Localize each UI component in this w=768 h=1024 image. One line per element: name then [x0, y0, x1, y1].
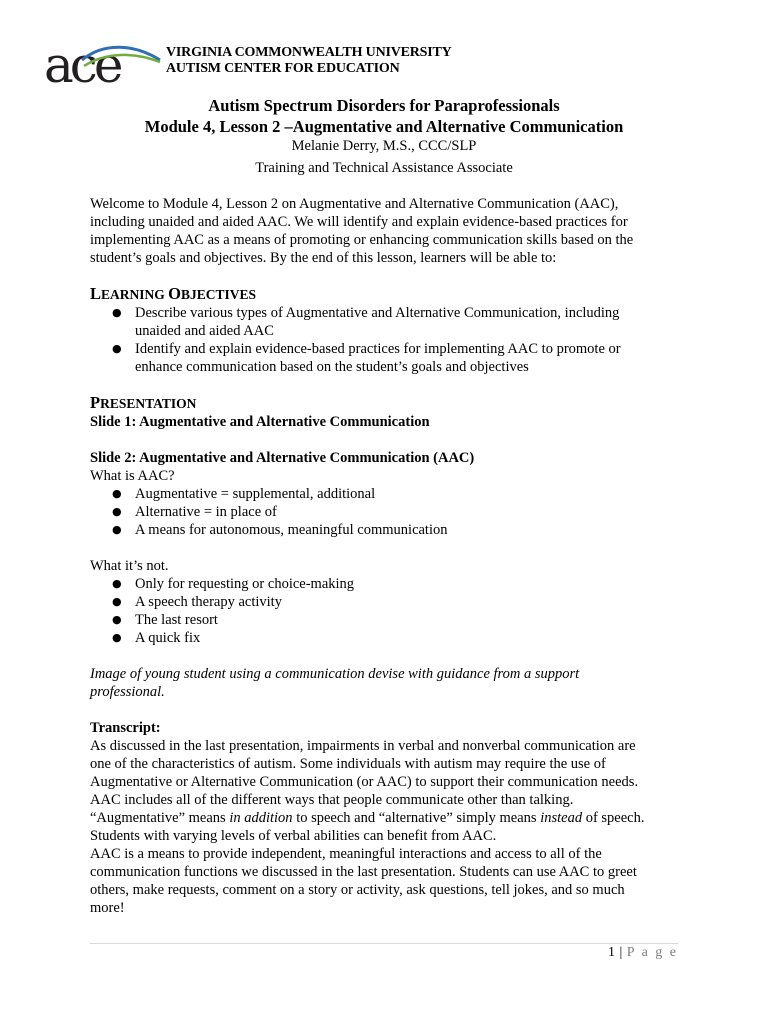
- list-item: ● A quick fix: [90, 629, 680, 647]
- list-item: ● Alternative = in place of: [90, 503, 680, 521]
- list-item: ● A means for autonomous, meaningful communication: [90, 521, 680, 539]
- intro-line: student’s goals and objectives. By the end of this lesson, learners will be able to:: [90, 250, 557, 266]
- objectives-list: [90, 304, 680, 376]
- footer-divider: [90, 943, 678, 944]
- module-title: Module 4, Lesson 2 –Augmentative and Alternative Communication: [144, 117, 624, 136]
- course-title: Autism Spectrum Disorders for Paraprofessionals: [208, 96, 560, 115]
- page-label: P a g e: [626, 945, 678, 960]
- ace-logo: [44, 38, 162, 88]
- intro-line: Welcome to Module 4, Lesson 2 on Augmentative and Alternative Communication (AAC),: [90, 196, 619, 212]
- slide-1-heading: Slide 1: Augmentative and Alternative Communication: [90, 414, 430, 430]
- what-not-list: [90, 575, 680, 647]
- transcript-body: As discussed in the last presentation, impairments in verbal and nonverbal communication are one of the characteristics of autism. Some individuals with autism may require the use of Augmentative or Alternative Communication (or AAC) to support their communication needs. AAC includes all of the different ways that people communicate other than talking. “Augmentative” means in addition to speech and “alternative” simply means instead of speech. Students with varying levels of verbal abilities can benefit from AAC. AAC is a means to provide independent, meaningful interactions and access to all of the communication functions we discussed in the last presentation. Students can use AAC to greet others, make requests, comment on a story or activity, ask questions, tell jokes, and so much more!: [90, 738, 645, 916]
- page-footer: [608, 945, 678, 961]
- what-not-label: What it’s not.: [90, 558, 169, 574]
- intro-line: implementing AAC as a means of promoting or enhancing communication skills based on the: [90, 232, 634, 248]
- organization-name: [166, 45, 452, 77]
- what-is-label: What is AAC?: [90, 468, 175, 484]
- list-item: ● The last resort: [90, 611, 680, 629]
- document-body: [90, 195, 680, 917]
- what-is-list: [90, 485, 680, 539]
- page-number: 1: [607, 945, 616, 960]
- letterhead: [44, 38, 644, 88]
- image-caption: Image of young student using a communication devise with guidance from a support professional.: [90, 666, 580, 700]
- logo-text: ace: [44, 38, 120, 88]
- learning-objectives-heading: LEARNING OBJECTIVES: [90, 284, 257, 303]
- slide-2-heading: Slide 2: Augmentative and Alternative Communication (AAC): [90, 450, 475, 466]
- presentation-heading: PRESENTATION: [90, 393, 197, 412]
- transcript-label: Transcript:: [90, 720, 161, 736]
- intro-paragraph: [90, 195, 680, 267]
- org-line-1: VIRGINIA COMMONWEALTH UNIVERSITY: [166, 45, 452, 60]
- title-block: [0, 96, 768, 178]
- list-item: ● Only for requesting or choice-making: [90, 575, 680, 593]
- footer-separator: |: [615, 945, 627, 960]
- intro-line: including unaided and aided AAC. We will identify and explain evidence-based practices for: [90, 214, 628, 230]
- list-item: ● Identify and explain evidence-based practices for implementing AAC to promote or enhance communication based on the student’s goals and objectives: [90, 340, 680, 376]
- list-item: ● Augmentative = supplemental, additional: [90, 485, 680, 503]
- list-item: ● Describe various types of Augmentative and Alternative Communication, including unaided and aided AAC: [90, 304, 680, 340]
- author-role: Training and Technical Assistance Associate: [255, 160, 513, 176]
- list-item: ● A speech therapy activity: [90, 593, 680, 611]
- org-line-2: AUTISM CENTER FOR EDUCATION: [166, 61, 400, 76]
- author-name: Melanie Derry, M.S., CCC/SLP: [291, 138, 477, 154]
